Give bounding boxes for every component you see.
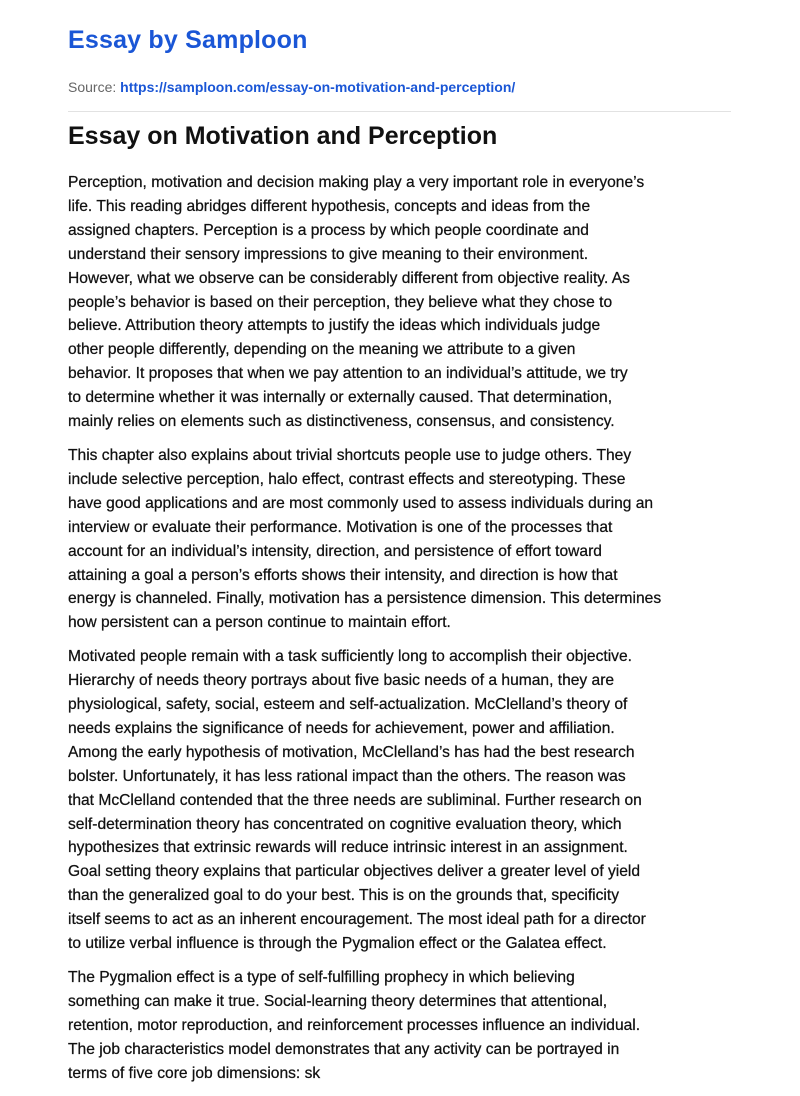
paragraph-line: itself seems to act as an inherent encouragement. The most ideal path for a director bbox=[68, 911, 646, 929]
source-label: Source: bbox=[68, 79, 117, 95]
divider bbox=[68, 111, 731, 112]
paragraph-line: have good applications and are most commonly used to assess individuals during an bbox=[68, 494, 654, 512]
paragraph-line: needs explains the significance of needs for achievement, power and affiliation. bbox=[68, 719, 615, 737]
paragraph-line: hypothesizes that extrinsic rewards will reduce intrinsic interest in an assignment. bbox=[68, 839, 628, 857]
paragraph-line: assigned chapters. Perception is a process by which people coordinate and bbox=[68, 221, 589, 239]
brand-title: Essay by Samploon bbox=[68, 26, 308, 54]
paragraph bbox=[68, 444, 748, 635]
paragraph-line: mainly relies on elements such as distinctiveness, consensus, and consistency. bbox=[68, 413, 615, 431]
paragraph-line: energy is channeled. Finally, motivation has a persistence dimension. This determines bbox=[68, 590, 662, 608]
paragraph-line: something can make it true. Social-learning theory determines that attentional, bbox=[68, 992, 608, 1010]
paragraph-line: people’s behavior is based on their perception, they believe what they chose to bbox=[68, 293, 613, 311]
paragraph-line: to determine whether it was internally or externally caused. That determination, bbox=[68, 389, 613, 407]
paragraph bbox=[68, 171, 748, 434]
source-line bbox=[68, 79, 515, 95]
paragraph-line: account for an individual’s intensity, direction, and persistence of effort toward bbox=[68, 542, 602, 560]
paragraph-line: Goal setting theory explains that particular objectives deliver a greater level of yield bbox=[68, 863, 641, 881]
paragraph-line: include selective perception, halo effect, contrast effects and stereotyping. These bbox=[68, 470, 626, 488]
paragraph-line: life. This reading abridges different hypothesis, concepts and ideas from the bbox=[68, 197, 591, 215]
paragraph-line: behavior. It proposes that when we pay attention to an individual’s attitude, we try bbox=[68, 365, 628, 383]
paragraph-line: understand their sensory impressions to give meaning to their environment. bbox=[68, 245, 589, 263]
paragraph bbox=[68, 966, 748, 1086]
paragraph-line: Motivated people remain with a task sufficiently long to accomplish their objective. bbox=[68, 648, 632, 666]
paragraph-line: Hierarchy of needs theory portrays about five basic needs of a human, they are bbox=[68, 672, 615, 690]
paragraph-line: The job characteristics model demonstrates that any activity can be portrayed in bbox=[68, 1040, 620, 1058]
essay-body bbox=[68, 171, 748, 1096]
page-title: Essay on Motivation and Perception bbox=[68, 122, 498, 150]
paragraph-line: Perception, motivation and decision making play a very important role in everyone’s bbox=[68, 174, 645, 191]
paragraph-line: However, what we observe can be considerably different from objective reality. As bbox=[68, 269, 630, 287]
paragraph-line: other people differently, depending on the meaning we attribute to a given bbox=[68, 341, 576, 359]
paragraph-line: Among the early hypothesis of motivation, McClelland’s has had the best research bbox=[68, 743, 635, 761]
paragraph-line: attaining a goal a person’s efforts shows their intensity, and direction is how that bbox=[68, 566, 618, 584]
paragraph-line: This chapter also explains about trivial shortcuts people use to judge others. They bbox=[68, 446, 632, 464]
paragraph-line: how persistent can a person continue to maintain effort. bbox=[68, 614, 451, 632]
paragraph-line: terms of five core job dimensions: sk bbox=[68, 1064, 321, 1082]
paragraph-line: believe. Attribution theory attempts to justify the ideas which individuals judge bbox=[68, 317, 601, 335]
paragraph-line: that McClelland contended that the three needs are subliminal. Further research on bbox=[68, 791, 642, 809]
paragraph-line: bolster. Unfortunately, it has less rational impact than the others. The reason was bbox=[68, 767, 626, 785]
paragraph bbox=[68, 645, 748, 956]
paragraph-line: The Pygmalion effect is a type of self-fulfilling prophecy in which believing bbox=[68, 969, 575, 986]
paragraph-line: retention, motor reproduction, and reinforcement processes influence an individual. bbox=[68, 1016, 641, 1034]
source-link[interactable]: https://samploon.com/essay-on-motivation-and-perception/ bbox=[120, 79, 516, 95]
paragraph-line: to utilize verbal influence is through the Pygmalion effect or the Galatea effect. bbox=[68, 935, 607, 953]
paragraph-line: self-determination theory has concentrated on cognitive evaluation theory, which bbox=[68, 815, 622, 833]
paragraph-line: interview or evaluate their performance. Motivation is one of the processes that bbox=[68, 518, 613, 536]
paragraph-line: than the generalized goal to do your best. This is on the grounds that, specificity bbox=[68, 887, 620, 905]
paragraph-line: physiological, safety, social, esteem and self-actualization. McClelland’s theory of bbox=[68, 696, 628, 714]
